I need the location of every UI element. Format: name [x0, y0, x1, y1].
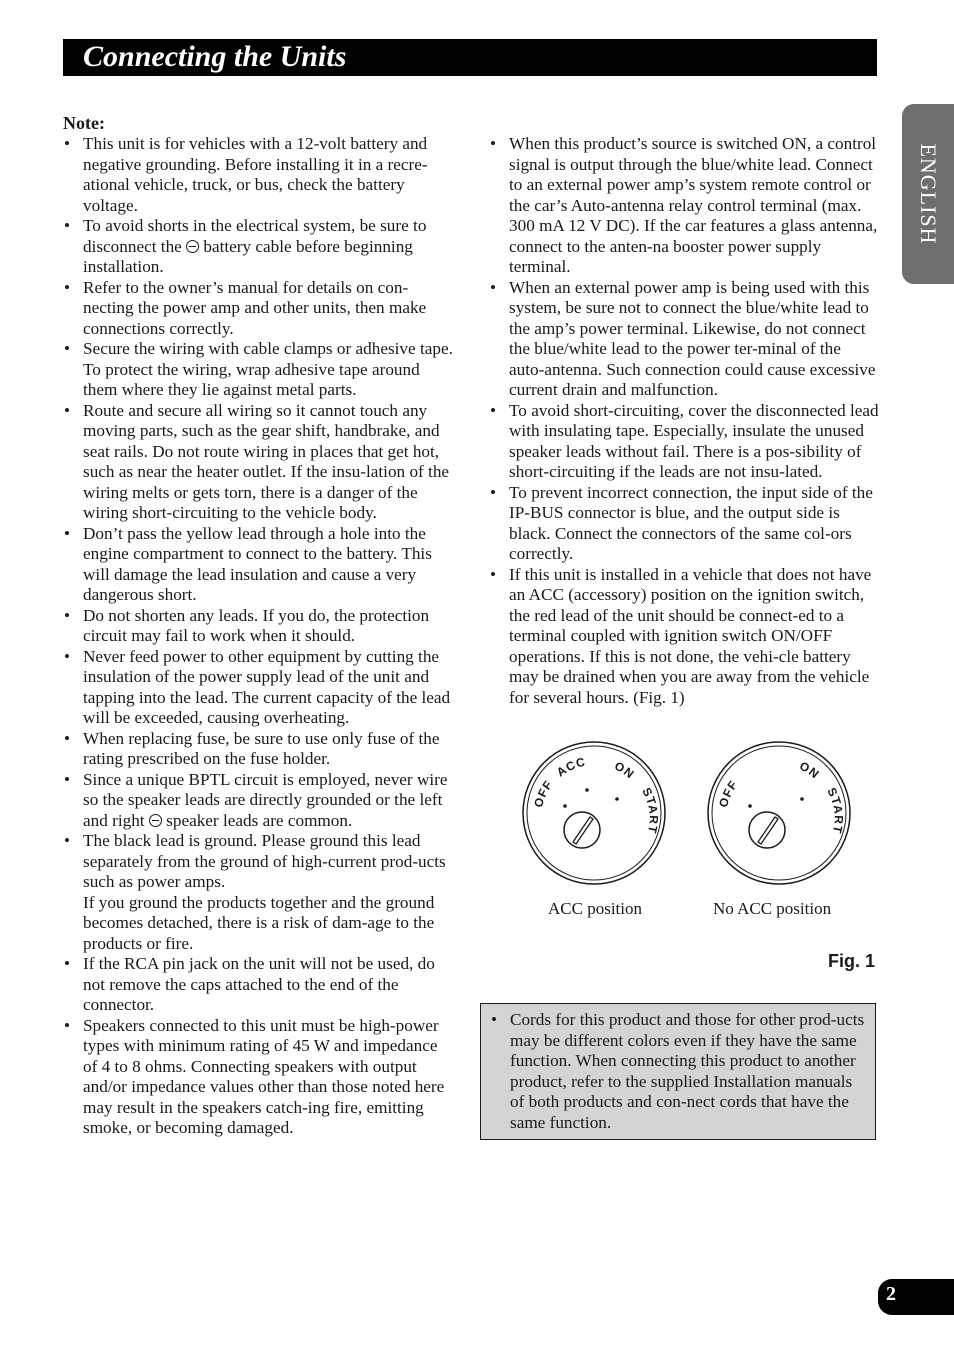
list-item: • When this product’s source is switched ON, a control signal is output through the blue/white lead. Connect to an external power amp’s system remote control or the car’s Auto-antenna relay control terminal (max. 300 mA 12 V DC). If the car features a glass antenna, connect to the anten-na booster power supply terminal.	[489, 134, 879, 278]
list-item: • This unit is for vehicles with a 12-volt battery and negative grounding. Before installing it in a recre-ational vehicle, truck, or bus, check the battery voltage.	[63, 134, 455, 216]
no-acc-position-caption: No ACC position	[713, 899, 832, 918]
note-list-left	[63, 134, 455, 1139]
dial-label-off: OFF	[716, 777, 741, 809]
info-box	[480, 1003, 876, 1140]
language-tab	[902, 104, 954, 284]
figure-label: Fig. 1	[827, 951, 875, 971]
page-title: Connecting the Units	[83, 40, 347, 73]
list-item: • Speakers connected to this unit must be high-power types with minimum rating of 45 W and impedance of 4 to 8 ohms. Connecting speakers with output and/or impedance values other than those noted here may result in the speakers catch-ing fire, emitting smoke, or becoming damaged.	[63, 1016, 455, 1139]
list-item: • Cords for this product and those for other prod-ucts may be different colors even if they have the same function. When connecting this product to another product, refer to the supplied Installation manuals of both products and con-nect cords that have the same function.	[490, 1010, 867, 1133]
list-item: • To prevent incorrect connection, the input side of the IP-BUS connector is blue, and the output side is black. Connect the connectors of the same col-ors correctly.	[489, 483, 879, 565]
list-item: • When an external power amp is being used with this system, be sure not to connect the blue/white lead to the amp’s power terminal. Likewise, do not connect the blue/white lead to the power ter-minal of the auto-antenna. Such connection could cause excessive current drain and malfunction.	[489, 278, 879, 401]
list-item: • Don’t pass the yellow lead through a hole into the engine compartment to connect to the battery. This will damage the lead insulation and cause a very dangerous short.	[63, 524, 455, 606]
list-item: • Never feed power to other equipment by cutting the insulation of the power supply lead of the unit and tapping into the lead. The current capacity of the lead will be exceeded, causing overheating.	[63, 647, 455, 729]
page-number-tab	[878, 1279, 954, 1315]
page-number: 2	[886, 1283, 896, 1305]
list-item: • To avoid short-circuiting, cover the disconnected lead with insulating tape. Especially, insulate the unused speaker leads without fail. There is a pos-sibility of short-circuiting if the leads are not insu-lated.	[489, 401, 879, 483]
note-list-right	[489, 134, 879, 708]
list-item	[63, 216, 455, 278]
dial-label-acc: ACC	[553, 754, 588, 780]
list-item-text: speaker leads are common.	[166, 810, 353, 830]
minus-terminal-icon	[186, 240, 199, 253]
acc-position-caption: ACC position	[548, 899, 642, 918]
dial-label-on: ON	[612, 758, 638, 782]
acc-ignition-dial-icon	[519, 738, 669, 888]
list-item: • Do not shorten any leads. If you do, the protection circuit may fail to work when it should.	[63, 606, 455, 647]
language-tab-label: ENGLISH	[916, 143, 941, 245]
note-heading: Note:	[63, 113, 105, 133]
list-item-text: Since a unique BPTL circuit is employed, never wire so the speaker leads are directly grounded or the left and right	[83, 769, 448, 830]
list-item: • Route and secure all wiring so it cannot touch any moving parts, such as the gear shift, handbrake, and seat rails. Do not route wiring in places that get hot, such as near the heater outlet. If the insu-lation of the wiring melts or gets torn, there is a danger of the wiring short-circuiting to the vehicle body.	[63, 401, 455, 524]
no-acc-ignition-dial-icon	[704, 738, 854, 888]
list-item	[63, 831, 455, 954]
title-bar	[63, 39, 877, 76]
dial-label-on: ON	[797, 758, 823, 782]
list-item: • Refer to the owner’s manual for details on con-necting the power amp and other units, then make connections correctly.	[63, 278, 455, 340]
list-item: • When replacing fuse, be sure to use only fuse of the rating prescribed on the fuse holder.	[63, 729, 455, 770]
ignition-figure	[505, 736, 877, 976]
right-column	[489, 134, 879, 708]
dial-label-start: START	[639, 785, 661, 836]
dial-label-start: START	[824, 785, 846, 836]
minus-terminal-icon	[149, 814, 162, 827]
list-item: • If the RCA pin jack on the unit will not be used, do not remove the caps attached to the end of the connector.	[63, 954, 455, 1016]
list-item-text: If you ground the products together and the ground becomes detached, there is a risk of dam-age to the products or fire.	[83, 892, 435, 953]
list-item	[63, 770, 455, 832]
dial-label-off: OFF	[531, 777, 556, 809]
list-item: • If this unit is installed in a vehicle that does not have an ACC (accessory) position on the ignition switch, the red lead of the unit should be connect-ed to a terminal coupled with ignition switch ON/OFF operations. If this is not done, the vehi-cle battery may be drained when you are away from the vehicle for several hours. (Fig. 1)	[489, 565, 879, 709]
left-column	[63, 113, 455, 1139]
list-item-text: • The black lead is ground. Please ground this lead separately from the ground of high-current prod-ucts such as power amps.	[83, 831, 446, 891]
list-item-text: To avoid shorts in the electrical system, be sure to disconnect the	[83, 216, 427, 256]
info-box-list	[490, 1010, 867, 1133]
list-item-text: battery cable before beginning installation.	[83, 236, 413, 276]
list-item: • Secure the wiring with cable clamps or adhesive tape. To protect the wiring, wrap adhesive tape around them where they lie against metal parts.	[63, 339, 455, 401]
